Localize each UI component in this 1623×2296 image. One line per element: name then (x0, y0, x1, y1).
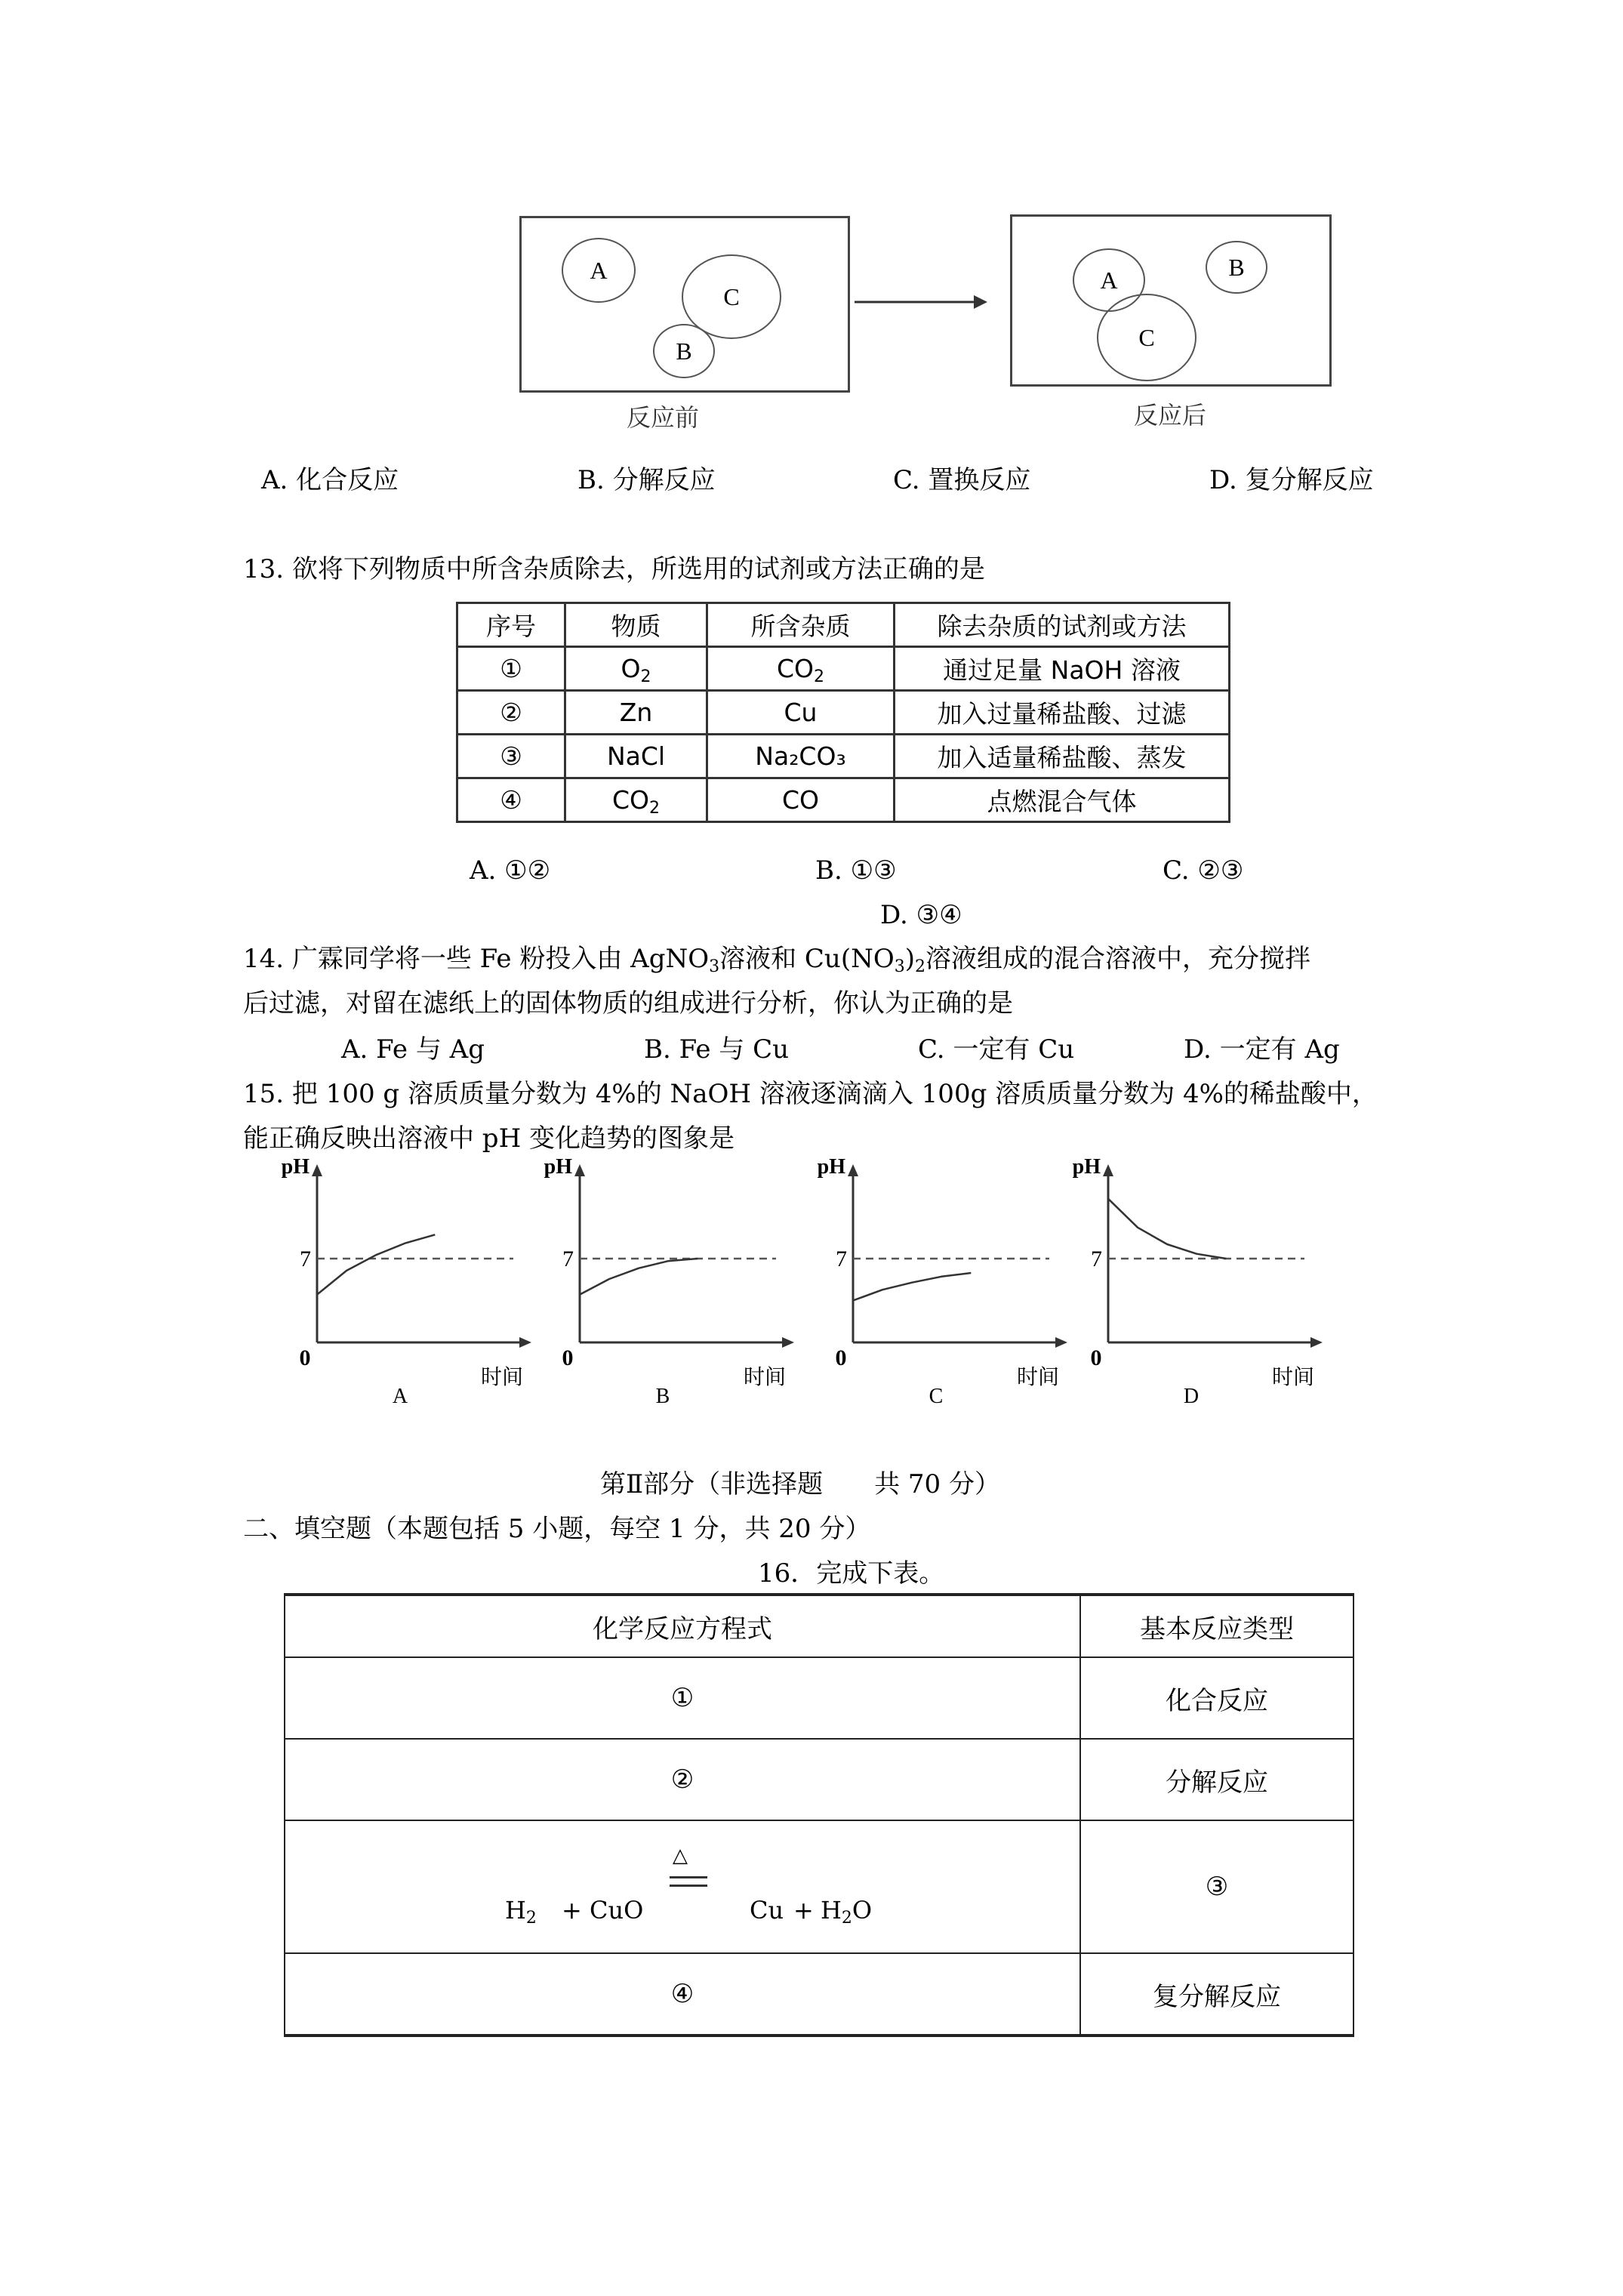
q15-stem-line2: 能正确反映出溶液中 pH 变化趋势的图象是 (243, 1123, 735, 1154)
part2-title: 第Ⅱ部分（非选择题 共 70 分） (600, 1469, 1000, 1499)
origin-label: 0 (835, 1345, 847, 1370)
origin-label: 0 (1090, 1345, 1102, 1370)
table-row: ④ $CO_2$ CO 点燃混合气体 (457, 778, 1230, 822)
q16-stem: 16．完成下表。 (758, 1558, 945, 1589)
chart-label: C (929, 1385, 944, 1408)
q14-option-c[interactable]: C. 一定有 Cu (918, 1034, 1075, 1065)
x-axis-arrow-icon (1055, 1337, 1067, 1348)
ph-curve (580, 1259, 698, 1295)
ph-chart-a[interactable] (279, 1155, 551, 1412)
table-row: ② 分解反应 (285, 1739, 1354, 1820)
y-axis-label: pH (1072, 1155, 1101, 1179)
particle-a: A (1073, 248, 1145, 312)
tick-label: 7 (836, 1247, 847, 1271)
q13-stem: 13. 欲将下列物质中所含杂质除去，所选用的试剂或方法正确的是 (243, 554, 985, 584)
chart-label: D (1183, 1385, 1200, 1408)
q15-stem-line1: 15. 把 100 g 溶质质量分数为 4%的 NaOH 溶液逐滴滴入 100g 溶质质量分数为 4%的稀盐酸中， (243, 1079, 1378, 1109)
x-axis-arrow-icon (519, 1337, 531, 1348)
x-axis-label: 时间 (480, 1366, 524, 1389)
ph-curve (317, 1234, 435, 1294)
table-row: ① 化合反应 (285, 1657, 1354, 1739)
table-row: ① $O_2$ $CO_2$ 通过足量 NaOH 溶液 (457, 647, 1230, 691)
q12-option-a[interactable]: A. 化合反应 (261, 465, 399, 495)
answer-blank[interactable]: ① (285, 1657, 1080, 1739)
tick-label: 7 (562, 1247, 574, 1271)
heat-icon: △ (673, 1845, 688, 1867)
q12-option-d[interactable]: D. 复分解反应 (1209, 465, 1374, 495)
before-caption: 反应前 (627, 403, 700, 432)
answer-blank[interactable]: ③ (1080, 1820, 1354, 1953)
impurity-table (456, 602, 1230, 823)
origin-label: 0 (562, 1345, 574, 1370)
x-axis-label: 时间 (1271, 1366, 1315, 1389)
y-axis-arrow-icon (574, 1164, 585, 1176)
header-cell: 物质 (565, 603, 707, 647)
q13-option-c[interactable]: C. ②③ (1163, 855, 1244, 886)
particle-c: C (682, 254, 781, 339)
tick-label: 7 (300, 1247, 311, 1271)
y-axis-label: pH (544, 1155, 572, 1179)
table-row: ③ NaCl Na₂CO₃ 加入适量稀盐酸、蒸发 (457, 735, 1230, 778)
particle-c: C (1097, 294, 1196, 381)
answer-blank[interactable]: ② (285, 1739, 1080, 1820)
after-caption: 反应后 (1134, 401, 1207, 430)
x-axis-arrow-icon (1310, 1337, 1323, 1348)
after-reaction-box (1010, 214, 1332, 387)
table-row (285, 1820, 1354, 1953)
table-row: ④ 复分解反应 (285, 1953, 1354, 2036)
table-header-row (457, 603, 1230, 647)
q13-option-d[interactable]: D. ③④ (880, 900, 962, 930)
q14-option-d[interactable]: D. 一定有 Ag (1184, 1034, 1340, 1065)
before-reaction-box (519, 216, 850, 393)
q14-option-b[interactable]: B. Fe 与 Cu (644, 1034, 789, 1065)
q14-stem-line2: 后过滤，对留在滤纸上的固体物质的组成进行分析，你认为正确的是 (243, 988, 1013, 1019)
ph-curve (853, 1273, 971, 1301)
origin-label: 0 (299, 1345, 311, 1370)
particle-a: A (562, 238, 636, 303)
y-axis-arrow-icon (848, 1164, 858, 1176)
q13-option-a[interactable]: A. ①② (470, 855, 551, 886)
header-cell: 所含杂质 (707, 603, 895, 647)
ph-chart-b[interactable] (542, 1155, 814, 1412)
x-axis-arrow-icon (782, 1337, 794, 1348)
equals-sign (670, 1876, 707, 1887)
y-axis-arrow-icon (312, 1164, 322, 1176)
tick-label: 7 (1091, 1247, 1102, 1271)
reaction-table (284, 1593, 1354, 2037)
ph-curve (1108, 1199, 1226, 1259)
table-row: ② Zn Cu 加入过量稀盐酸、过滤 (457, 691, 1230, 735)
ph-chart-d[interactable] (1070, 1155, 1342, 1412)
particle-b: B (1206, 241, 1267, 294)
table-header-row (285, 1595, 1354, 1657)
q14-option-a[interactable]: A. Fe 与 Ag (341, 1034, 485, 1065)
q14-stem-line1: 14. 广霖同学将一些 Fe 粉投入由 AgNO$_3$溶液和 $Cu(NO_3)_2$溶液组成的混合溶液中，充分搅拌 (243, 944, 1310, 976)
y-axis-arrow-icon (1103, 1164, 1113, 1176)
answer-blank[interactable]: ④ (285, 1953, 1080, 2036)
x-axis-label: 时间 (1016, 1366, 1060, 1389)
q12-option-c[interactable]: C. 置换反应 (893, 465, 1031, 495)
y-axis-label: pH (281, 1155, 310, 1179)
header-cell: 序号 (457, 603, 565, 647)
ph-chart-c[interactable] (815, 1155, 1087, 1412)
particle-b: B (653, 324, 715, 378)
arrow-icon (853, 291, 989, 313)
q12-option-b[interactable]: B. 分解反应 (577, 465, 716, 495)
header-cell: 化学反应方程式 (285, 1595, 1080, 1657)
chart-label: B (655, 1385, 670, 1408)
q13-option-b[interactable]: B. ①③ (815, 855, 897, 886)
header-cell: 除去杂质的试剂或方法 (895, 603, 1230, 647)
y-axis-label: pH (817, 1155, 845, 1179)
chart-label: A (392, 1385, 408, 1408)
equation-cell: $H_2$ + CuO △ Cu + $H_2O$ (285, 1820, 1080, 1953)
section-heading: 二、填空题（本题包括 5 小题，每空 1 分，共 20 分） (243, 1514, 871, 1544)
x-axis-label: 时间 (743, 1366, 787, 1389)
header-cell: 基本反应类型 (1080, 1595, 1354, 1657)
